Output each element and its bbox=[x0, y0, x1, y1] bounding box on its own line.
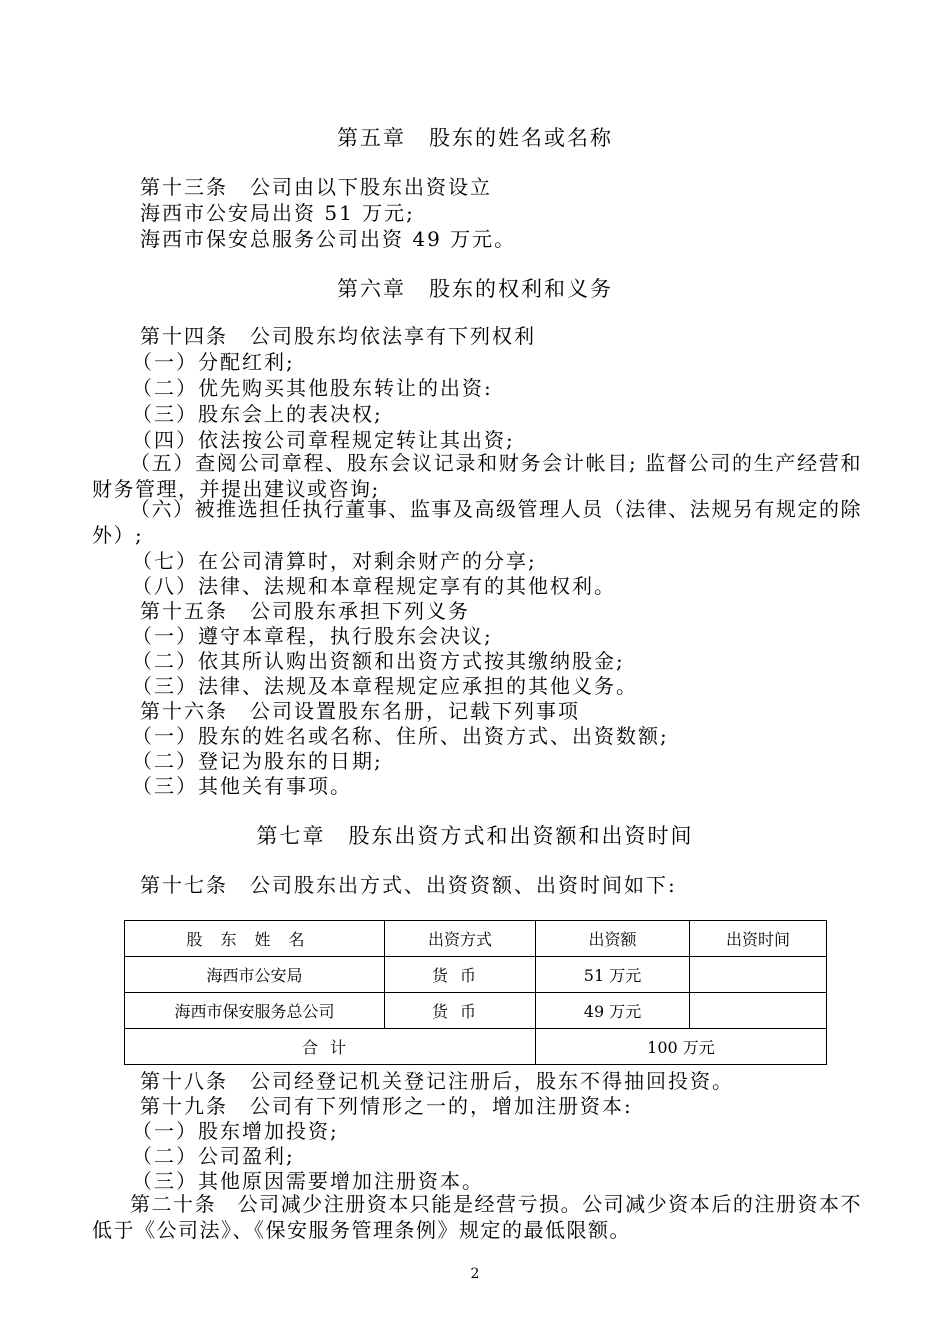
article-20: 第二十条 公司减少注册资本只能是经营亏损。公司减少资本后的注册资本不低于《公司法》、《保安服务管理条例》规定的最低限额。 bbox=[92, 1192, 862, 1242]
header-shareholder-name: 股东姓名 bbox=[125, 921, 385, 957]
cell-method: 货币 bbox=[385, 993, 536, 1029]
article-17: 第十七条 公司股东出方式、出资资额、出资时间如下: bbox=[140, 873, 677, 897]
header-amount: 出资额 bbox=[536, 921, 690, 957]
right-item-1: （一）分配红利; bbox=[132, 350, 295, 374]
article-18: 第十八条 公司经登记机关登记注册后，股东不得抽回投资。 bbox=[140, 1069, 734, 1093]
register-item-1: （一）股东的姓名或名称、住所、出资方式、出资数额; bbox=[132, 724, 669, 748]
duty-item-1: （一）遵守本章程，执行股东会决议; bbox=[132, 624, 493, 648]
chapter-7-title: 第七章 股东出资方式和出资额和出资时间 bbox=[256, 824, 694, 848]
right-item-3: （三）股东会上的表决权; bbox=[132, 402, 383, 426]
right-item-5: （五）查阅公司章程、股东会议记录和财务会计帐目; 监督公司的生产经营和财务管理，并提出建议或咨询; bbox=[92, 451, 862, 501]
table-header-row bbox=[125, 921, 827, 957]
cell-shareholder-name: 海西市保安服务总公司 bbox=[125, 993, 385, 1029]
right-item-6: （六）被推选担任执行董事、监事及高级管理人员（法律、法规另有规定的除外）; bbox=[92, 497, 862, 547]
right-item-7: （七）在公司清算时，对剩余财产的分享; bbox=[132, 549, 537, 573]
right-item-2: （二）优先购买其他股东转让的出资: bbox=[132, 376, 493, 400]
cell-amount: 49 万元 bbox=[536, 993, 690, 1029]
increase-item-1: （一）股东增加投资; bbox=[132, 1119, 339, 1143]
total-amount: 100 万元 bbox=[536, 1029, 827, 1065]
table-total-row bbox=[125, 1029, 827, 1065]
shareholder-2-line: 海西市保安总服务公司出资 49 万元。 bbox=[140, 227, 517, 251]
increase-item-3: （三）其他原因需要增加注册资本。 bbox=[132, 1169, 484, 1193]
article-19: 第十九条 公司有下列情形之一的，增加注册资本: bbox=[140, 1094, 633, 1118]
article-15: 第十五条 公司股东承担下列义务 bbox=[140, 599, 470, 623]
increase-item-2: （二）公司盈利; bbox=[132, 1144, 295, 1168]
total-label: 合计 bbox=[125, 1029, 536, 1065]
article-14: 第十四条 公司股东均依法享有下列权利 bbox=[140, 324, 536, 348]
article-16: 第十六条 公司设置股东名册，记载下列事项 bbox=[140, 699, 580, 723]
page-number: 2 bbox=[470, 1266, 480, 1282]
article-13: 第十三条 公司由以下股东出资设立 bbox=[140, 175, 492, 199]
chapter-6-title: 第六章 股东的权利和义务 bbox=[337, 277, 613, 301]
cell-time bbox=[690, 993, 827, 1029]
right-item-4: （四）依法按公司章程规定转让其出资; bbox=[132, 428, 515, 452]
table-row bbox=[125, 993, 827, 1029]
register-item-3: （三）其他关有事项。 bbox=[132, 774, 352, 798]
header-time: 出资时间 bbox=[690, 921, 827, 957]
header-method: 出资方式 bbox=[385, 921, 536, 957]
duty-item-2: （二）依其所认购出资额和出资方式按其缴纳股金; bbox=[132, 649, 625, 673]
right-item-8: （八）法律、法规和本章程规定享有的其他权利。 bbox=[132, 574, 616, 598]
capital-contribution-table bbox=[124, 920, 827, 1065]
register-item-2: （二）登记为股东的日期; bbox=[132, 749, 383, 773]
cell-amount: 51 万元 bbox=[536, 957, 690, 993]
table-row bbox=[125, 957, 827, 993]
shareholder-1-line: 海西市公安局出资 51 万元; bbox=[140, 201, 415, 225]
duty-item-3: （三）法律、法规及本章程规定应承担的其他义务。 bbox=[132, 674, 638, 698]
cell-shareholder-name: 海西市公安局 bbox=[125, 957, 385, 993]
chapter-5-title: 第五章 股东的姓名或名称 bbox=[337, 126, 613, 150]
cell-time bbox=[690, 957, 827, 993]
cell-method: 货币 bbox=[385, 957, 536, 993]
